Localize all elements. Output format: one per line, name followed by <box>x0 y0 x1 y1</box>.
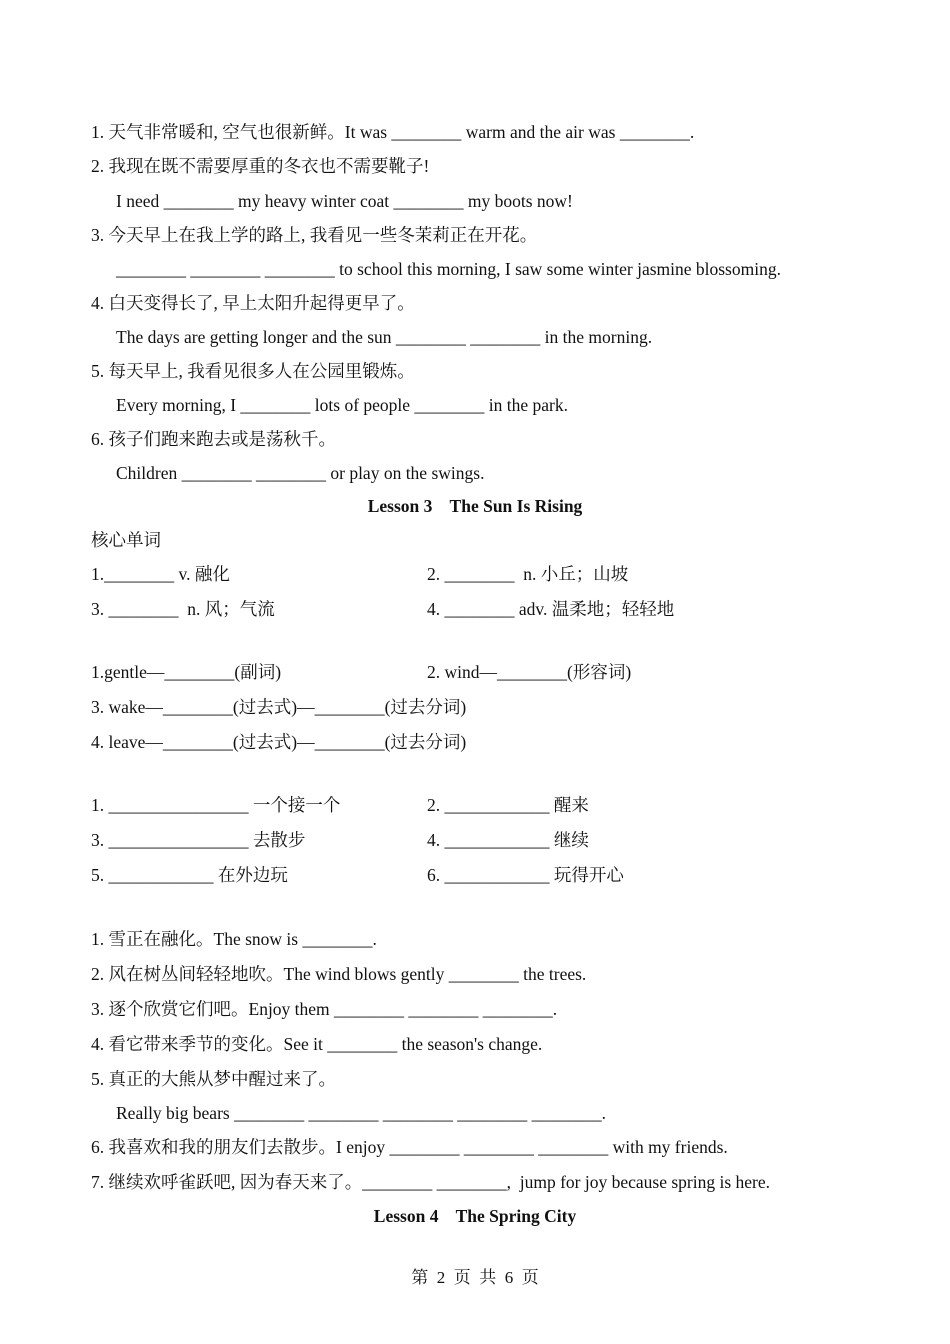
lesson-3-title: Lesson 3 The Sun Is Rising <box>367 496 583 516</box>
sentence-4-english: The days are getting longer and the sun ________ ________ in the morning. <box>116 327 653 347</box>
sentence-6-english: Children ________ ________ or play on the swings. <box>116 463 485 483</box>
sentence-5-english: Every morning, I ________ lots of people ________ in the park. <box>116 395 569 415</box>
phrase-1: 1. ________________ 一个接一个 <box>91 795 341 815</box>
word-form-2: 2. wind—________(形容词) <box>427 662 632 682</box>
l3-sentence-5-english: Really big bears ________ ________ ________ ________ ________. <box>116 1103 606 1123</box>
l3-sentence-6: 6. 我喜欢和我的朋友们去散步。I enjoy ________ ________ ________ with my friends. <box>91 1137 728 1157</box>
l3-sentence-3: 3. 逐个欣赏它们吧。Enjoy them ________ ________ ________. <box>91 999 558 1019</box>
vocab-item-2: 2. ________ n. 小丘；山坡 <box>427 564 629 584</box>
vocab-item-3: 3. ________ n. 风；气流 <box>91 599 275 619</box>
l3-sentence-1: 1. 雪正在融化。The snow is ________. <box>91 929 377 949</box>
sentence-5-chinese: 5. 每天早上, 我看见很多人在公园里锻炼。 <box>91 361 415 381</box>
sentence-3-chinese: 3. 今天早上在我上学的路上, 我看见一些冬茉莉正在开花。 <box>91 225 538 245</box>
word-form-4: 4. leave—________(过去式)—________(过去分词) <box>91 732 467 752</box>
lesson-4-title: Lesson 4 The Spring City <box>373 1206 577 1226</box>
vocab-item-4: 4. ________ adv. 温柔地；轻轻地 <box>427 599 675 619</box>
word-form-1: 1.gentle—________(副词) <box>91 662 282 682</box>
vocab-heading: 核心单词 <box>91 530 161 550</box>
phrase-3: 3. ________________ 去散步 <box>91 830 306 850</box>
l3-sentence-4: 4. 看它带来季节的变化。See it ________ the season's change. <box>91 1034 543 1054</box>
vocab-item-1: 1.________ v. 融化 <box>91 564 230 584</box>
sentence-2-chinese: 2. 我现在既不需要厚重的冬衣也不需要靴子! <box>91 156 430 176</box>
sentence-6-chinese: 6. 孩子们跑来跑去或是荡秋千。 <box>91 429 336 449</box>
sentence-1: 1. 天气非常暖和, 空气也很新鲜。It was ________ warm and the air was ________. <box>91 122 695 142</box>
word-form-3: 3. wake—________(过去式)—________(过去分词) <box>91 697 467 717</box>
sentence-2-english: I need ________ my heavy winter coat ________ my boots now! <box>116 191 573 211</box>
phrase-5: 5. ____________ 在外边玩 <box>91 865 288 885</box>
l3-sentence-2: 2. 风在树丛间轻轻地吹。The wind blows gently ________ the trees. <box>91 964 587 984</box>
phrase-6: 6. ____________ 玩得开心 <box>427 865 624 885</box>
sentence-4-chinese: 4. 白天变得长了, 早上太阳升起得更早了。 <box>91 293 415 313</box>
l3-sentence-5-chinese: 5. 真正的大熊从梦中醒过来了。 <box>91 1069 336 1089</box>
phrase-2: 2. ____________ 醒来 <box>427 795 589 815</box>
phrase-4: 4. ____________ 继续 <box>427 830 589 850</box>
l3-sentence-7: 7. 继续欢呼雀跃吧, 因为春天来了。________ ________, jump for joy because spring is here. <box>91 1172 771 1192</box>
sentence-3-english: ________ ________ ________ to school this morning, I saw some winter jasmine blossoming. <box>116 259 781 279</box>
page-footer: 第 2 页 共 6 页 <box>411 1268 539 1287</box>
